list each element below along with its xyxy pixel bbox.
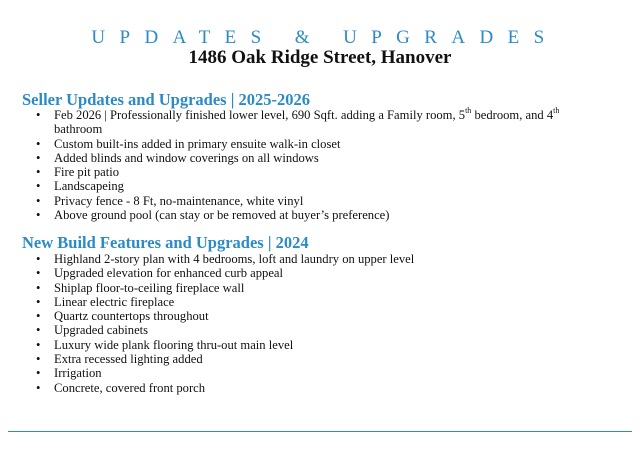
- list-item: [36, 137, 596, 151]
- list-item: [36, 151, 596, 165]
- list-item: [36, 208, 596, 222]
- list-item: [36, 281, 596, 295]
- bullet-icon: •: [36, 280, 41, 295]
- bullet-icon: •: [36, 294, 41, 309]
- document-title: UPDATES & UPGRADES: [91, 27, 559, 48]
- section-heading-seller-updates: Seller Updates and Upgrades | 2025-2026: [22, 90, 310, 109]
- list-item-text: Upgraded cabinets: [54, 323, 149, 338]
- list-item-text: Luxury wide plank flooring thru-out main level: [54, 337, 294, 352]
- list-item: [36, 352, 596, 366]
- list-item-text: Irrigation: [54, 366, 102, 381]
- list-item: [36, 381, 596, 395]
- list-item-text: Feb 2026 | Professionally finished lower level, 690 Sqft. adding a Family room, 5: [54, 108, 466, 122]
- list-item-text: Extra recessed lighting added: [54, 352, 203, 367]
- list-item-text: Linear electric fireplace: [54, 294, 175, 309]
- ordinal-suffix: th: [465, 105, 472, 115]
- list-item-text: Custom built-ins added in primary ensuite walk-in closet: [54, 136, 341, 151]
- list-item-text: Fire pit patio: [54, 165, 120, 180]
- bullet-icon: •: [36, 309, 41, 324]
- property-address: 1486 Oak Ridge Street, Hanover: [188, 47, 452, 68]
- list-item: [36, 194, 596, 208]
- list-item: [36, 105, 596, 137]
- bullet-icon: •: [36, 380, 41, 395]
- list-item-text: Upgraded elevation for enhanced curb appeal: [54, 266, 284, 281]
- list-item: [36, 266, 596, 280]
- bullet-icon: •: [36, 352, 41, 367]
- section-heading-new-build: New Build Features and Upgrades | 2024: [22, 233, 309, 252]
- list-item-text: Concrete, covered front porch: [54, 380, 206, 395]
- list-item: [36, 295, 596, 309]
- bullet-icon: •: [36, 208, 41, 223]
- list-item-text: Quartz countertops throughout: [54, 309, 209, 324]
- list-item: [36, 309, 596, 323]
- list-item: [36, 366, 596, 380]
- bullet-icon: •: [36, 179, 41, 194]
- list-item-text: bathroom: [54, 122, 103, 137]
- bullet-icon: •: [36, 337, 41, 352]
- bullet-icon: •: [36, 252, 41, 266]
- bullet-icon: •: [36, 266, 41, 281]
- bullet-icon: •: [36, 323, 41, 338]
- bullet-icon: •: [36, 136, 41, 151]
- new-build-features-list: [36, 252, 596, 395]
- bullet-icon: •: [36, 193, 41, 208]
- list-item: [36, 252, 596, 266]
- list-item-text: Landscapeing: [54, 179, 124, 194]
- list-item: [36, 165, 596, 179]
- list-item-text: Added blinds and window coverings on all windows: [54, 150, 319, 165]
- list-item-text: bedroom, and 4: [471, 108, 554, 122]
- list-item-text: Highland 2-story plan with 4 bedrooms, loft and laundry on upper level: [54, 252, 415, 266]
- list-item: [36, 338, 596, 352]
- bullet-icon: •: [36, 150, 41, 165]
- bullet-icon: •: [36, 108, 41, 122]
- seller-updates-list: [36, 105, 596, 223]
- list-item: [36, 323, 596, 337]
- bullet-icon: •: [36, 165, 41, 180]
- list-item-text: Privacy fence - 8 Ft, no-maintenance, white vinyl: [54, 193, 304, 208]
- list-item-text: Shiplap floor-to-ceiling fireplace wall: [54, 280, 245, 295]
- bullet-icon: •: [36, 366, 41, 381]
- footer-divider: [8, 431, 632, 432]
- ordinal-suffix: th: [553, 105, 560, 115]
- list-item: [36, 179, 596, 193]
- list-item-text: Above ground pool (can stay or be removed at buyer’s preference): [54, 208, 390, 223]
